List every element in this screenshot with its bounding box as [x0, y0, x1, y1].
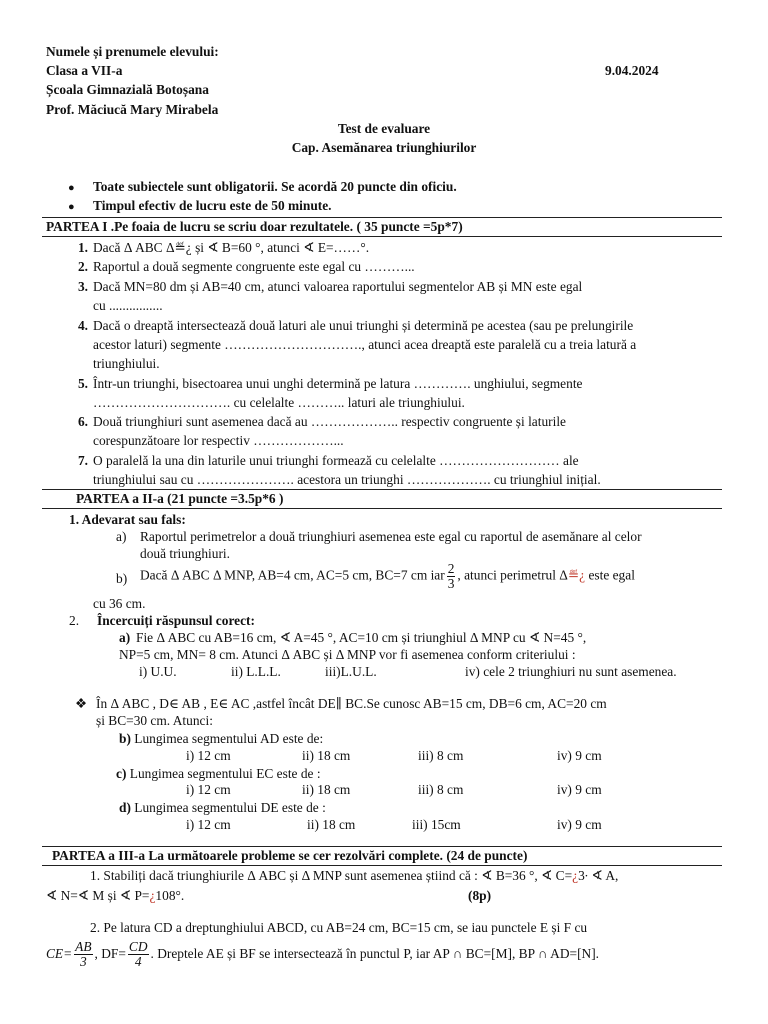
divider	[42, 489, 722, 490]
part3-problem2-line1: 2. Pe latura CD a dreptunghiului ABCD, cu AB=24 cm, BC=15 cm, se iau punctele E și F cu	[90, 920, 588, 935]
q1-a-label: a)	[116, 529, 127, 544]
q3-d-opt-iv[interactable]: iv) 9 cm	[557, 817, 602, 832]
q2-title: Încercuiți răspunsul corect:	[97, 613, 255, 628]
q2-a-label: a)	[119, 630, 131, 645]
problem1-points: (8p)	[468, 888, 492, 903]
q2-a-line1: Fie Δ ABC cu AB=16 cm, ∢ A=45 °, AC=10 cm și triunghiul Δ MNP cu ∢ N=45 °,	[136, 630, 587, 645]
q2-option-ii[interactable]: ii) L.L.L.	[231, 664, 281, 679]
q1-b-after: , atunci perimetrul Δ	[457, 567, 568, 583]
q2-option-i[interactable]: i) U.U.	[139, 664, 177, 679]
part1-header: PARTEA I .Pe foaia de lucru se scriu doar rezultatele. ( 35 puncte =5p*7)	[46, 219, 463, 234]
diamond-bullet-icon: ❖	[75, 696, 88, 711]
item-number: 6.	[77, 414, 88, 429]
part1-item-4-cont: acestor laturi) segmente …………………………., atunci acea dreaptă este paralelă cu a treia latură a	[93, 337, 637, 352]
item-number: 4.	[77, 318, 88, 333]
q3-d-opt-ii[interactable]: ii) 18 cm	[307, 817, 356, 832]
divider	[42, 236, 722, 237]
item-number: 7.	[77, 453, 88, 468]
q1-b-label: b)	[116, 571, 128, 586]
chapter-title: Cap. Asemănarea triunghiurilor	[291, 140, 477, 155]
q1-b-text-cont: cu 36 cm.	[93, 596, 146, 611]
student-name-label: Numele și prenumele elevului:	[46, 44, 219, 59]
part1-item-3-cont: cu ................	[93, 298, 163, 313]
q3-d-opt-iii[interactable]: iii) 15cm	[412, 817, 461, 832]
divider	[42, 217, 722, 218]
q2-option-iii[interactable]: iii)L.U.L.	[325, 664, 377, 679]
item-number: 3.	[77, 279, 88, 294]
part1-item-4-cont: triunghiului.	[93, 356, 160, 371]
part1-item-4: Dacă o dreaptă intersectează două laturi ale unui triunghi și determină pe acestea (sau pe prelungirile	[93, 318, 634, 333]
teacher-name: Prof. Măciucă Mary Mirabela	[46, 102, 219, 117]
part3-problem1-line1: 1. Stabiliți dacă triunghiurile Δ ABC și Δ MNP sunt asemenea știind că : ∢ B=36 °, ∢ C=¿3∙ ∢ A,	[90, 868, 619, 883]
q3-d-opt-i[interactable]: i) 12 cm	[186, 817, 231, 832]
q3-c-opt-iii[interactable]: iii) 8 cm	[418, 782, 464, 797]
divider	[42, 865, 722, 866]
part2-header: PARTEA a II-a (21 puncte =3.5p*6 )	[76, 491, 284, 506]
q1-b-end: este egal	[585, 567, 635, 583]
part1-item-5: Într-un triunghi, bisectoarea unui unghi determină pe latura …………. unghiului, segmente	[93, 376, 583, 391]
q1-b-symbol: ≝¿	[567, 567, 586, 583]
item-number: 2.	[77, 259, 88, 274]
part1-item-6: Două triunghiuri sunt asemenea dacă au ……………….. respectiv congruente și laturile	[93, 414, 566, 429]
part1-item-3: Dacă MN=80 dm și AB=40 cm, atunci valoarea raportului segmentelor AB și MN este egal	[93, 279, 583, 294]
fraction-cd-4: $\frac{CD}{4}$	[128, 939, 148, 970]
rule-item: Timpul efectiv de lucru este de 50 minute.	[93, 198, 332, 213]
divider	[42, 508, 722, 509]
item-number: 5.	[77, 376, 88, 391]
q3-b-opt-i[interactable]: i) 12 cm	[186, 748, 231, 763]
q3-b-opt-ii[interactable]: ii) 18 cm	[302, 748, 351, 763]
part1-item-1: Dacă Δ ABC Δ≝¿ și ∢ B=60 °, atunci ∢ E=……°.	[93, 240, 370, 255]
q3-c-opt-i[interactable]: i) 12 cm	[186, 782, 231, 797]
part3-problem1-line2: ∢ N=∢ M și ∢ P=¿108°.	[46, 888, 185, 903]
part1-item-5-cont: …………………………. cu celelalte ……….. laturi ale triunghiului.	[93, 395, 465, 410]
bullet-icon: ●	[68, 201, 75, 213]
divider	[42, 846, 722, 847]
q1-a-text: Raportul perimetrelor a două triunghiuri asemenea este egal cu raportul de asemănare al celor	[140, 529, 642, 544]
q3-c-opt-iv[interactable]: iv) 9 cm	[557, 782, 602, 797]
part1-item-7: O paralelă la una din laturile unui triunghi formează cu celelalte ……………………… ale	[93, 453, 579, 468]
q2-option-iv[interactable]: iv) cele 2 triunghiuri nu sunt asemenea.	[465, 664, 677, 679]
part3-header: PARTEA a III-a La următoarele probleme se cer rezolvări complete. (24 de puncte)	[52, 848, 528, 863]
q3-d: d) Lungimea segmentului DE este de :	[119, 800, 326, 815]
rule-item: Toate subiectele sunt obligatorii. Se acordă 20 puncte din oficiu.	[93, 179, 457, 194]
test-title: Test de evaluare	[337, 121, 431, 136]
bullet-icon: ●	[68, 182, 75, 194]
part1-item-2: Raportul a două segmente congruente este egal cu ………...	[93, 259, 415, 274]
q1-a-text-cont: două triunghiuri.	[140, 546, 231, 561]
class-label: Clasa a VII-a	[46, 63, 123, 78]
q3-b: b) Lungimea segmentului AD este de:	[119, 731, 324, 746]
q2-number: 2.	[69, 613, 80, 628]
q3-intro: În Δ ABC , D∈ AB , E∈ AC ,astfel încât DE∥ BC.Se cunosc AB=15 cm, DB=6 cm, AC=20 cm	[96, 696, 607, 711]
q3-b-opt-iv[interactable]: iv) 9 cm	[557, 748, 602, 763]
part3-problem2-line2: CE= $\frac{AB}{3}$ , DF= $\frac{CD}{4}$ . Dreptele AE și BF se intersectează în punctul P, iar AP ∩ BC=[M], BP ∩ AD=[N].	[46, 939, 600, 970]
q3-intro-cont: și BC=30 cm. Atunci:	[96, 713, 213, 728]
q1-b-before: Dacă Δ ABC Δ MNP, AB=4 cm, AC=5 cm, BC=7 cm iar	[140, 567, 445, 583]
q3-b-opt-iii[interactable]: iii) 8 cm	[418, 748, 464, 763]
item-number: 1.	[77, 240, 88, 255]
test-date: 9.04.2024	[605, 63, 659, 78]
q1-b-text	[140, 562, 635, 591]
q3-c-opt-ii[interactable]: ii) 18 cm	[302, 782, 351, 797]
school-name: Școala Gimnazială Botoșana	[46, 82, 209, 97]
q2-a-line2: NP=5 cm, MN= 8 cm. Atunci Δ ABC și Δ MNP vor fi asemenea conform criteriului :	[119, 647, 576, 662]
q3-c: c) Lungimea segmentului EC este de :	[116, 766, 321, 781]
q1-title: 1. Adevarat sau fals:	[69, 512, 186, 527]
fraction-ab-3: $\frac{AB}{3}$	[75, 939, 92, 970]
part1-item-7-cont: triunghiului sau cu …………………. acestora un triunghi ………………. cu triunghiul inițial.	[93, 472, 601, 487]
q1-b-fraction: $\frac{2}{3}$	[447, 561, 455, 592]
part1-item-6-cont: corespunzătoare lor respectiv ………………...	[93, 433, 344, 448]
